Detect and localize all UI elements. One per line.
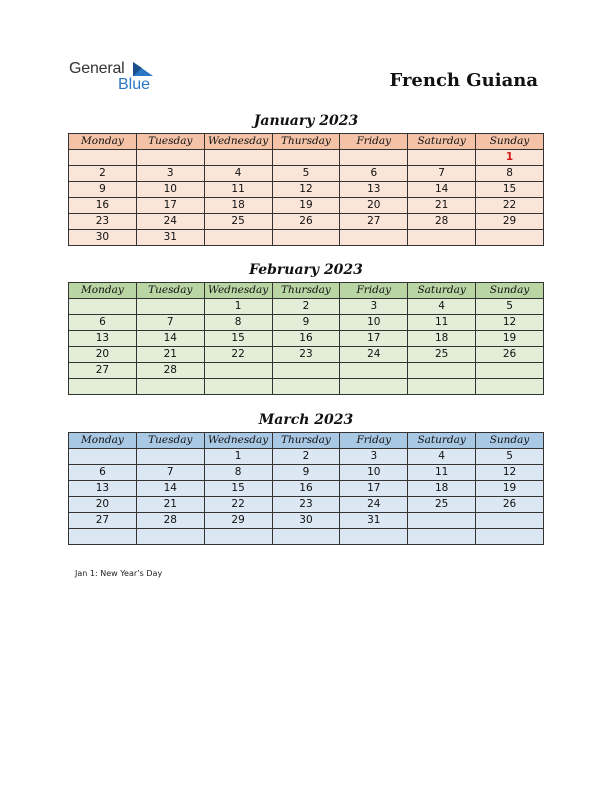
day-cell: 14 <box>136 481 204 497</box>
empty-day-cell <box>204 150 272 166</box>
day-cell: 17 <box>340 331 408 347</box>
day-cell: 2 <box>272 299 340 315</box>
day-cell: 5 <box>272 166 340 182</box>
day-cell: 15 <box>204 331 272 347</box>
day-cell: 11 <box>204 182 272 198</box>
week-row <box>69 513 544 529</box>
weekday-header: Friday <box>340 134 408 150</box>
day-cell: 4 <box>408 449 476 465</box>
week-row <box>69 449 544 465</box>
logo-text-blue: Blue <box>118 76 151 93</box>
day-cell: 15 <box>476 182 544 198</box>
week-row <box>69 299 544 315</box>
week-row <box>69 331 544 347</box>
country-title: French Guiana <box>389 70 538 91</box>
empty-day-cell <box>136 379 204 395</box>
weekday-header: Sunday <box>476 134 544 150</box>
weekday-header: Friday <box>340 283 408 299</box>
empty-day-cell <box>476 379 544 395</box>
day-cell: 21 <box>136 497 204 513</box>
day-cell: 19 <box>476 331 544 347</box>
day-cell: 19 <box>272 198 340 214</box>
day-cell: 12 <box>476 315 544 331</box>
day-cell: 25 <box>408 347 476 363</box>
week-row <box>69 529 544 545</box>
logo-text-general: General <box>69 60 125 77</box>
empty-day-cell <box>136 449 204 465</box>
weekday-header-row <box>69 134 544 150</box>
weekday-header: Tuesday <box>136 283 204 299</box>
week-row <box>69 465 544 481</box>
week-row <box>69 230 544 246</box>
day-cell: 15 <box>204 481 272 497</box>
empty-day-cell <box>476 363 544 379</box>
empty-day-cell <box>136 150 204 166</box>
empty-day-cell <box>408 150 476 166</box>
week-row <box>69 497 544 513</box>
empty-day-cell <box>204 529 272 545</box>
empty-day-cell <box>340 150 408 166</box>
empty-day-cell <box>476 529 544 545</box>
empty-day-cell <box>408 529 476 545</box>
weekday-header: Thursday <box>272 134 340 150</box>
month-title-january: January 2023 <box>253 113 359 129</box>
day-cell: 5 <box>476 449 544 465</box>
day-cell: 22 <box>204 347 272 363</box>
day-cell: 17 <box>340 481 408 497</box>
empty-day-cell <box>476 230 544 246</box>
day-cell: 1 <box>204 449 272 465</box>
empty-day-cell <box>69 529 137 545</box>
day-cell: 6 <box>340 166 408 182</box>
empty-day-cell <box>340 230 408 246</box>
day-cell: 10 <box>136 182 204 198</box>
day-cell: 18 <box>204 198 272 214</box>
day-cell: 21 <box>136 347 204 363</box>
day-cell: 14 <box>136 331 204 347</box>
calendar-march <box>68 432 544 545</box>
day-cell: 24 <box>340 497 408 513</box>
day-cell: 1 <box>204 299 272 315</box>
day-cell: 29 <box>204 513 272 529</box>
weekday-header: Saturday <box>408 134 476 150</box>
day-cell: 7 <box>408 166 476 182</box>
weekday-header: Thursday <box>272 433 340 449</box>
day-cell: 11 <box>408 465 476 481</box>
day-cell: 8 <box>204 465 272 481</box>
empty-day-cell <box>340 529 408 545</box>
weekday-header: Wednesday <box>204 283 272 299</box>
day-cell: 9 <box>69 182 137 198</box>
day-cell: 17 <box>136 198 204 214</box>
day-cell: 28 <box>408 214 476 230</box>
day-cell: 27 <box>69 363 137 379</box>
empty-day-cell <box>136 529 204 545</box>
day-cell: 8 <box>204 315 272 331</box>
day-cell: 21 <box>408 198 476 214</box>
day-cell: 7 <box>136 465 204 481</box>
weekday-header-row <box>69 433 544 449</box>
day-cell: 19 <box>476 481 544 497</box>
day-cell: 4 <box>408 299 476 315</box>
month-title-march: March 2023 <box>258 412 354 428</box>
weekday-header-row <box>69 283 544 299</box>
day-cell: 7 <box>136 315 204 331</box>
day-cell: 9 <box>272 315 340 331</box>
weekday-header: Tuesday <box>136 433 204 449</box>
day-cell: 26 <box>272 214 340 230</box>
day-cell: 26 <box>476 497 544 513</box>
day-cell: 29 <box>476 214 544 230</box>
day-cell: 16 <box>69 198 137 214</box>
week-row <box>69 315 544 331</box>
week-row <box>69 150 544 166</box>
day-cell: 11 <box>408 315 476 331</box>
empty-day-cell <box>69 449 137 465</box>
day-cell: 16 <box>272 331 340 347</box>
empty-day-cell <box>408 230 476 246</box>
day-cell: 13 <box>69 481 137 497</box>
generalblue-logo <box>69 60 169 96</box>
day-cell: 4 <box>204 166 272 182</box>
empty-day-cell <box>340 379 408 395</box>
day-cell: 6 <box>69 465 137 481</box>
empty-day-cell <box>408 363 476 379</box>
week-row <box>69 182 544 198</box>
empty-day-cell <box>272 150 340 166</box>
day-cell: 30 <box>69 230 137 246</box>
day-cell: 25 <box>408 497 476 513</box>
holiday-footnote: Jan 1: New Year’s Day <box>75 569 163 578</box>
empty-day-cell <box>136 299 204 315</box>
weekday-header: Wednesday <box>204 134 272 150</box>
day-cell: 14 <box>408 182 476 198</box>
month-title-february: February 2023 <box>249 262 363 278</box>
day-cell: 23 <box>69 214 137 230</box>
weekday-header: Thursday <box>272 283 340 299</box>
empty-day-cell <box>204 379 272 395</box>
empty-day-cell <box>69 150 137 166</box>
day-cell: 5 <box>476 299 544 315</box>
week-row <box>69 363 544 379</box>
day-cell: 10 <box>340 315 408 331</box>
day-cell: 27 <box>69 513 137 529</box>
empty-day-cell <box>272 230 340 246</box>
week-row <box>69 198 544 214</box>
day-cell: 2 <box>272 449 340 465</box>
empty-day-cell <box>476 513 544 529</box>
day-cell: 13 <box>340 182 408 198</box>
empty-day-cell <box>272 379 340 395</box>
empty-day-cell <box>408 379 476 395</box>
day-cell: 1 <box>476 150 544 166</box>
day-cell: 10 <box>340 465 408 481</box>
day-cell: 23 <box>272 497 340 513</box>
weekday-header: Monday <box>69 283 137 299</box>
day-cell: 12 <box>476 465 544 481</box>
weekday-header: Wednesday <box>204 433 272 449</box>
empty-day-cell <box>408 513 476 529</box>
day-cell: 20 <box>69 347 137 363</box>
week-row <box>69 347 544 363</box>
day-cell: 18 <box>408 481 476 497</box>
day-cell: 31 <box>340 513 408 529</box>
weekday-header: Saturday <box>408 283 476 299</box>
day-cell: 23 <box>272 347 340 363</box>
day-cell: 22 <box>476 198 544 214</box>
day-cell: 31 <box>136 230 204 246</box>
day-cell: 30 <box>272 513 340 529</box>
empty-day-cell <box>340 363 408 379</box>
weekday-header: Friday <box>340 433 408 449</box>
day-cell: 22 <box>204 497 272 513</box>
weekday-header: Monday <box>69 134 137 150</box>
empty-day-cell <box>272 529 340 545</box>
day-cell: 20 <box>69 497 137 513</box>
weekday-header: Sunday <box>476 433 544 449</box>
empty-day-cell <box>69 379 137 395</box>
day-cell: 25 <box>204 214 272 230</box>
empty-day-cell <box>69 299 137 315</box>
weekday-header: Monday <box>69 433 137 449</box>
weekday-header: Saturday <box>408 433 476 449</box>
day-cell: 24 <box>340 347 408 363</box>
day-cell: 3 <box>136 166 204 182</box>
day-cell: 2 <box>69 166 137 182</box>
day-cell: 9 <box>272 465 340 481</box>
empty-day-cell <box>204 230 272 246</box>
day-cell: 28 <box>136 363 204 379</box>
day-cell: 28 <box>136 513 204 529</box>
week-row <box>69 481 544 497</box>
day-cell: 8 <box>476 166 544 182</box>
week-row <box>69 166 544 182</box>
day-cell: 20 <box>340 198 408 214</box>
empty-day-cell <box>272 363 340 379</box>
calendar-january <box>68 133 544 246</box>
day-cell: 24 <box>136 214 204 230</box>
day-cell: 18 <box>408 331 476 347</box>
day-cell: 27 <box>340 214 408 230</box>
week-row <box>69 214 544 230</box>
day-cell: 16 <box>272 481 340 497</box>
empty-day-cell <box>204 363 272 379</box>
weekday-header: Sunday <box>476 283 544 299</box>
day-cell: 6 <box>69 315 137 331</box>
day-cell: 3 <box>340 299 408 315</box>
day-cell: 26 <box>476 347 544 363</box>
day-cell: 12 <box>272 182 340 198</box>
day-cell: 3 <box>340 449 408 465</box>
week-row <box>69 379 544 395</box>
weekday-header: Tuesday <box>136 134 204 150</box>
day-cell: 13 <box>69 331 137 347</box>
calendar-february <box>68 282 544 395</box>
